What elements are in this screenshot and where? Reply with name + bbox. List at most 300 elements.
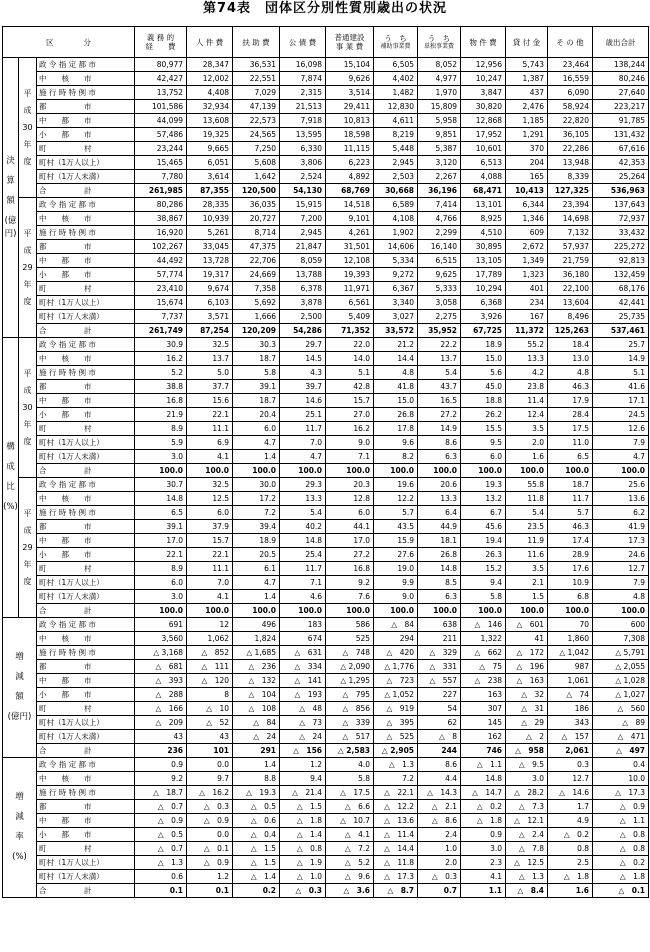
table-cell: 4.6: [280, 590, 326, 604]
table-cell: 62: [418, 716, 461, 730]
table-cell: 4,108: [374, 212, 418, 226]
table-cell: 9.7: [187, 772, 233, 786]
table-cell: 11,971: [326, 282, 374, 296]
table-cell: 6.0: [461, 450, 506, 464]
table-cell: 27.2: [418, 408, 461, 422]
period-label-char: 年: [23, 560, 32, 569]
table-cell: 13.2: [461, 492, 506, 506]
table-cell: 16,559: [548, 72, 593, 86]
table-cell: 27.0: [326, 408, 374, 422]
table-cell: 1,185: [506, 114, 548, 128]
table-cell: 15.2: [461, 562, 506, 576]
table-cell: 0.2: [233, 884, 280, 898]
table-cell: 57,937: [548, 240, 593, 254]
table-cell: △ 52: [187, 716, 233, 730]
table-cell: 80,246: [593, 72, 649, 86]
table-cell: △ 11.8: [374, 856, 418, 870]
table-cell: 8.2: [374, 450, 418, 464]
table-cell: 45.6: [461, 520, 506, 534]
period-label-char: 成: [23, 246, 32, 255]
period-label-char: 29: [22, 263, 33, 272]
table-cell: 4.8: [593, 590, 649, 604]
table-cell: 19,317: [187, 268, 233, 282]
table-cell: 6.8: [548, 590, 593, 604]
table-cell: 16,098: [280, 58, 326, 72]
table-cell: 4.0: [326, 758, 374, 772]
table-cell: 1.4: [233, 590, 280, 604]
table-cell: 24.5: [593, 408, 649, 422]
table-cell: △ 6.6: [326, 800, 374, 814]
table-cell: 11.4: [506, 394, 548, 408]
table-cell: △ 471: [593, 730, 649, 744]
table-cell: 2.3: [461, 856, 506, 870]
table-cell: 43.7: [418, 380, 461, 394]
table-header: [3, 27, 649, 58]
table-cell: 8.8: [233, 772, 280, 786]
table-cell: 4.9: [548, 814, 593, 828]
table-cell: 4.1: [187, 450, 233, 464]
table-cell: 437: [506, 86, 548, 100]
table-row: [3, 226, 649, 240]
column-header: [418, 27, 461, 58]
table-cell: 0.0: [187, 828, 233, 842]
table-cell: △ 0.7: [135, 800, 187, 814]
table-cell: △ 0.8: [593, 842, 649, 856]
table-cell: 2,267: [418, 170, 461, 184]
table-cell: 20.4: [233, 408, 280, 422]
table-cell: △ 1,042: [548, 646, 593, 660]
table-cell: 8.9: [135, 422, 187, 436]
table-cell: 7.9: [593, 576, 649, 590]
column-header: [548, 27, 593, 58]
table-cell: 10.9: [548, 576, 593, 590]
table-cell: 9.4: [461, 576, 506, 590]
table-cell: 15.6: [187, 394, 233, 408]
table-cell: 16.2: [135, 352, 187, 366]
table-cell: 46.3: [548, 520, 593, 534]
table-cell: 42,353: [593, 156, 649, 170]
column-header-line1: 扶 助 費: [242, 37, 270, 47]
table-cell: △ 1.8: [593, 870, 649, 884]
table-cell: △ 132: [233, 674, 280, 688]
table-cell: 8,339: [548, 170, 593, 184]
table-row: [3, 576, 649, 590]
period-label-char: 成: [23, 526, 32, 535]
table-cell: 9,674: [187, 282, 233, 296]
row-label: 都 市: [37, 660, 135, 674]
table-row: [3, 324, 649, 338]
column-header: [374, 27, 418, 58]
table-cell: △ 108: [233, 702, 280, 716]
table-cell: 25.1: [280, 408, 326, 422]
table-cell: 537,461: [593, 324, 649, 338]
row-label: 政 令 指 定 都 市: [37, 478, 135, 492]
table-cell: △ 1.5: [233, 856, 280, 870]
table-cell: 16,920: [135, 226, 187, 240]
table-cell: 100.0: [506, 604, 548, 618]
table-cell: 92,813: [593, 254, 649, 268]
table-cell: 17.8: [374, 422, 418, 436]
table-cell: 100.0: [135, 604, 187, 618]
table-cell: △ 0.8: [280, 842, 326, 856]
table-cell: 58,924: [548, 100, 593, 114]
table-cell: △ 3.6: [326, 884, 374, 898]
row-label: 都 市: [37, 520, 135, 534]
row-label: 中 都 市: [37, 814, 135, 828]
period-label-char: 平: [23, 229, 32, 238]
table-cell: 13.3: [280, 492, 326, 506]
table-cell: 57,774: [135, 268, 187, 282]
table-cell: 11.6: [506, 548, 548, 562]
table-row: [3, 114, 649, 128]
column-header-line2: 単独事業費: [424, 42, 455, 50]
table-cell: 1.4: [233, 450, 280, 464]
table-row: [3, 58, 649, 72]
table-cell: 6.7: [461, 506, 506, 520]
table-cell: 5.1: [593, 366, 649, 380]
table-cell: 120,209: [233, 324, 280, 338]
table-cell: 100.0: [593, 464, 649, 478]
table-cell: 13,604: [548, 296, 593, 310]
table-cell: △ 21.4: [280, 786, 326, 800]
table-row: [3, 310, 649, 324]
table-cell: 6.3: [418, 590, 461, 604]
table-cell: △ 75: [461, 660, 506, 674]
table-cell: 3.5: [506, 562, 548, 576]
table-cell: 5,958: [418, 114, 461, 128]
table-row: [3, 380, 649, 394]
table-cell: 41.6: [593, 380, 649, 394]
table-cell: △ 339: [326, 716, 374, 730]
table-cell: △ 557: [418, 674, 461, 688]
period-label-char: 度: [23, 297, 32, 306]
table-cell: 17.6: [548, 562, 593, 576]
table-cell: 5,334: [374, 254, 418, 268]
row-label: 町村（1万人未満）: [37, 450, 135, 464]
table-cell: △ 17.5: [326, 786, 374, 800]
table-cell: 11.0: [548, 436, 593, 450]
table-cell: 138,244: [593, 58, 649, 72]
column-header-line2: 事 業 費: [335, 42, 364, 51]
expenditure-table: [2, 26, 649, 898]
table-cell: △ 166: [135, 702, 187, 716]
table-cell: 23,410: [135, 282, 187, 296]
table-cell: △ 1,776: [374, 660, 418, 674]
row-label: 施 行 時 特 例 市: [37, 786, 135, 800]
section-label-char: 増: [15, 792, 24, 802]
table-cell: 3.0: [135, 590, 187, 604]
table-cell: 223,217: [593, 100, 649, 114]
table-cell: △ 16.2: [187, 786, 233, 800]
table-cell: 38,867: [135, 212, 187, 226]
table-cell: 3.0: [135, 450, 187, 464]
table-cell: 54,286: [280, 324, 326, 338]
row-label: 町村（1万人未満）: [37, 730, 135, 744]
table-cell: △ 22.1: [374, 786, 418, 800]
row-label: 中 都 市: [37, 254, 135, 268]
table-cell: 2,672: [506, 240, 548, 254]
table-cell: 6.0: [233, 422, 280, 436]
table-cell: △ 2,905: [374, 744, 418, 758]
section-label-char: (億円): [7, 712, 32, 722]
table-cell: 127,325: [548, 184, 593, 198]
table-cell: 14.8: [280, 534, 326, 548]
table-cell: 4,977: [418, 72, 461, 86]
row-label: 政 令 指 定 都 市: [37, 618, 135, 632]
table-cell: 6,561: [326, 296, 374, 310]
table-cell: 1,902: [374, 226, 418, 240]
table-cell: 234: [506, 296, 548, 310]
table-cell: 1,666: [233, 310, 280, 324]
table-cell: 6.4: [418, 506, 461, 520]
section-label-char: 成: [6, 462, 15, 472]
row-label: 中 都 市: [37, 674, 135, 688]
table-cell: 244: [418, 744, 461, 758]
table-cell: 0.6: [135, 870, 187, 884]
table-cell: 12: [187, 618, 233, 632]
table-cell: 261,749: [135, 324, 187, 338]
table-cell: △ 14.3: [418, 786, 461, 800]
table-cell: 5.7: [548, 506, 593, 520]
table-cell: 44.9: [418, 520, 461, 534]
table-cell: 3,847: [461, 86, 506, 100]
table-cell: 14.6: [280, 394, 326, 408]
table-cell: 20.5: [233, 548, 280, 562]
row-label: 合 計: [37, 324, 135, 338]
table-cell: 21.9: [135, 408, 187, 422]
table-cell: 5.6: [461, 366, 506, 380]
table-row: [3, 786, 649, 800]
table-cell: 22.2: [418, 338, 461, 352]
table-cell: △ 17.3: [593, 786, 649, 800]
table-cell: 4.1: [187, 590, 233, 604]
table-cell: 2,500: [280, 310, 326, 324]
table-row: [3, 86, 649, 100]
table-cell: 0.1: [187, 884, 233, 898]
table-row: [3, 590, 649, 604]
row-label: 施 行 時 特 例 市: [37, 506, 135, 520]
table-cell: 14.8: [418, 562, 461, 576]
table-cell: 6,505: [374, 58, 418, 72]
column-header-line1: そ の 他: [556, 37, 584, 47]
table-cell: 6,051: [187, 156, 233, 170]
table-cell: 25.7: [593, 338, 649, 352]
table-cell: 17.5: [548, 422, 593, 436]
table-cell: 13.7: [187, 352, 233, 366]
table-cell: 20.3: [326, 478, 374, 492]
table-cell: 18.1: [418, 534, 461, 548]
table-cell: 17,789: [461, 268, 506, 282]
table-cell: 14.9: [418, 422, 461, 436]
table-cell: 13,101: [461, 198, 506, 212]
table-cell: 18.7: [233, 394, 280, 408]
table-cell: 9,626: [326, 72, 374, 86]
table-cell: 3,878: [280, 296, 326, 310]
table-cell: 17.2: [233, 492, 280, 506]
table-cell: 14,606: [374, 240, 418, 254]
section-label-char: 構: [6, 442, 15, 452]
table-cell: 43: [187, 730, 233, 744]
table-cell: 17.0: [326, 534, 374, 548]
table-cell: △ 1.5: [280, 800, 326, 814]
table-cell: △ 9.6: [326, 870, 374, 884]
table-cell: 12,868: [461, 114, 506, 128]
table-cell: 39.1: [233, 380, 280, 394]
table-cell: 12.2: [374, 492, 418, 506]
table-cell: 24.6: [593, 548, 649, 562]
row-label: 中 都 市: [37, 394, 135, 408]
table-cell: △ 560: [593, 702, 649, 716]
table-cell: 13,595: [280, 128, 326, 142]
table-row: [3, 268, 649, 282]
table-cell: △ 1.3: [506, 870, 548, 884]
table-cell: 5.8: [461, 590, 506, 604]
table-cell: 9.5: [461, 436, 506, 450]
table-cell: 23.5: [506, 520, 548, 534]
table-cell: △ 8.7: [374, 884, 418, 898]
table-cell: 30.7: [135, 478, 187, 492]
table-cell: △ 856: [326, 702, 374, 716]
table-cell: 44,099: [135, 114, 187, 128]
table-row: [3, 128, 649, 142]
page-title: 第74表 団体区分別性質別歳出の状況: [202, 1, 448, 16]
row-label: 町 村: [37, 282, 135, 296]
table-cell: △ 8: [418, 730, 461, 744]
table-cell: 0.1: [135, 884, 187, 898]
table-row: [3, 800, 649, 814]
period-label-char: 29: [22, 543, 33, 552]
table-cell: △ 395: [374, 716, 418, 730]
table-row: [3, 674, 649, 688]
table-cell: 167: [506, 310, 548, 324]
table-cell: 28.4: [548, 408, 593, 422]
table-cell: △ 497: [593, 744, 649, 758]
table-row: [3, 156, 649, 170]
table-cell: 16.5: [418, 394, 461, 408]
table-cell: 183: [280, 618, 326, 632]
table-cell: 1,824: [233, 632, 280, 646]
table-cell: 15,104: [326, 58, 374, 72]
table-cell: 30,668: [374, 184, 418, 198]
table-cell: △ 3,168: [135, 646, 187, 660]
table-cell: 19.6: [374, 478, 418, 492]
table-cell: 14.5: [280, 352, 326, 366]
table-row: [3, 702, 649, 716]
table-cell: △ 48: [280, 702, 326, 716]
table-cell: 4.7: [280, 450, 326, 464]
row-label: 都 市: [37, 240, 135, 254]
table-cell: 27,640: [593, 86, 649, 100]
table-cell: △ 14.7: [461, 786, 506, 800]
table-cell: 71,352: [326, 324, 374, 338]
table-row: [3, 296, 649, 310]
table-cell: 21,847: [280, 240, 326, 254]
table-cell: 15.0: [374, 394, 418, 408]
table-cell: 163: [461, 688, 506, 702]
table-cell: △ 12.2: [374, 800, 418, 814]
table-cell: 26.8: [374, 408, 418, 422]
table-row: [3, 548, 649, 562]
table-cell: 27.6: [374, 548, 418, 562]
table-cell: 4,261: [326, 226, 374, 240]
table-cell: △ 2,055: [593, 660, 649, 674]
table-cell: 25,735: [593, 310, 649, 324]
table-cell: 7,132: [548, 226, 593, 240]
table-row: [3, 478, 649, 492]
table-cell: 8: [187, 688, 233, 702]
section-label: [3, 338, 19, 618]
period-label-char: 成: [23, 106, 32, 115]
row-label: 町 村: [37, 422, 135, 436]
row-label: 小 都 市: [37, 128, 135, 142]
table-cell: 102,267: [135, 240, 187, 254]
table-cell: △ 919: [374, 702, 418, 716]
table-cell: 204: [506, 156, 548, 170]
table-cell: 10,294: [461, 282, 506, 296]
table-cell: 16.2: [326, 422, 374, 436]
table-cell: 33,432: [593, 226, 649, 240]
table-cell: 1,482: [374, 86, 418, 100]
table-cell: 16.8: [135, 394, 187, 408]
table-cell: 100.0: [326, 464, 374, 478]
table-cell: 10,247: [461, 72, 506, 86]
section-label: [3, 758, 37, 898]
table-cell: △ 8.6: [418, 814, 461, 828]
table-cell: 13.3: [418, 492, 461, 506]
table-cell: 27.2: [326, 548, 374, 562]
table-cell: △ 1,685: [233, 646, 280, 660]
table-cell: 7,200: [280, 212, 326, 226]
table-cell: 14.8: [135, 492, 187, 506]
table-cell: 7,918: [280, 114, 326, 128]
table-cell: 22.0: [326, 338, 374, 352]
table-cell: 16.8: [326, 562, 374, 576]
table-cell: 7.2: [374, 772, 418, 786]
table-cell: 987: [548, 660, 593, 674]
row-label: 政 令 指 定 都 市: [37, 758, 135, 772]
row-label: 小 都 市: [37, 408, 135, 422]
table-cell: 1.5: [506, 590, 548, 604]
table-cell: 11.1: [187, 562, 233, 576]
table-cell: 26.2: [461, 408, 506, 422]
column-header-line2: 補助事業費: [380, 42, 411, 50]
row-label: 町村（1万人以上）: [37, 576, 135, 590]
table-cell: 1,062: [187, 632, 233, 646]
table-cell: 10,813: [326, 114, 374, 128]
table-cell: 6.0: [187, 506, 233, 520]
table-cell: 100.0: [187, 604, 233, 618]
table-cell: 5.8: [233, 366, 280, 380]
table-row: [3, 618, 649, 632]
table-cell: 43: [135, 730, 187, 744]
table-cell: 5.8: [326, 772, 374, 786]
table-cell: 8.6: [418, 758, 461, 772]
table-cell: 1,291: [506, 128, 548, 142]
table-cell: 0.3: [548, 758, 593, 772]
row-label: 町 村: [37, 842, 135, 856]
table-cell: 29.3: [280, 478, 326, 492]
table-cell: 68,471: [461, 184, 506, 198]
table-cell: △ 0.2: [593, 856, 649, 870]
table-cell: 4.8: [374, 366, 418, 380]
table-cell: 5.0: [187, 366, 233, 380]
section-label: [3, 618, 37, 758]
table-cell: △ 163: [506, 674, 548, 688]
table-cell: 32.5: [187, 338, 233, 352]
row-label: 町村（1万人以上）: [37, 436, 135, 450]
table-cell: △ 1.4: [233, 870, 280, 884]
table-cell: 2,945: [374, 156, 418, 170]
